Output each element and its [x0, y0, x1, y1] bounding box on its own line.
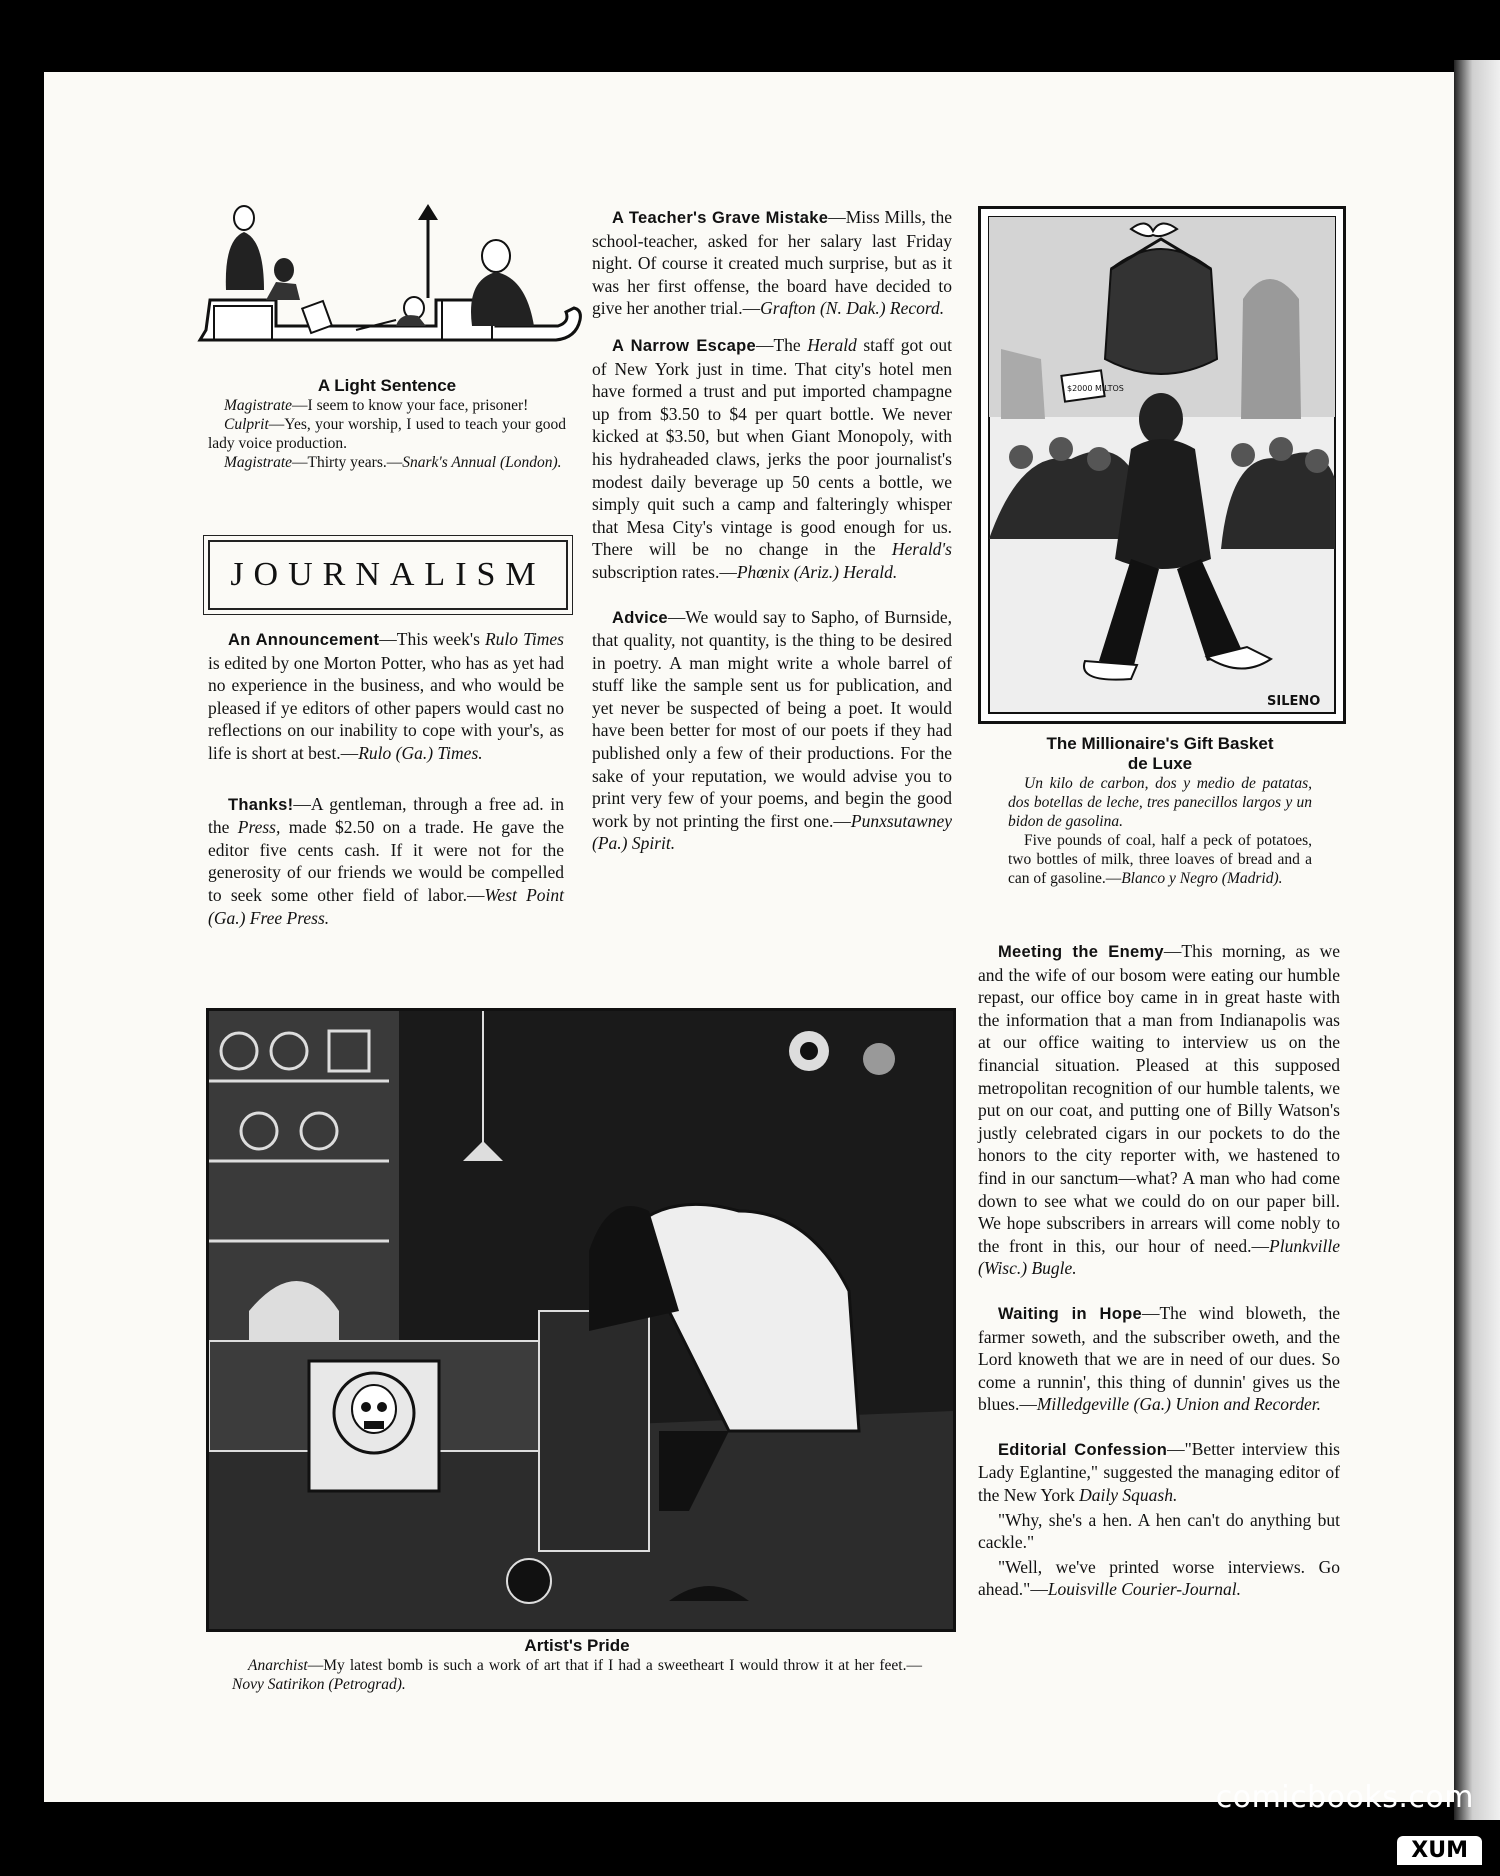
confession-line3: [978, 1556, 1340, 1601]
millionaire-cartoon: [978, 206, 1346, 724]
source-citation: Snark's Annual (London).: [402, 454, 562, 471]
article-heading: Meeting the Enemy: [998, 943, 1164, 961]
article-narrow-escape: [592, 334, 952, 584]
dialogue-line: —My latest bomb is such a work of art that if I had a sweetheart I would throw it at her feet.—: [307, 1657, 922, 1674]
article-heading: A Narrow Escape: [612, 336, 756, 355]
watermark-text: comicbooks.com: [1215, 1780, 1474, 1815]
source-citation: West Point (Ga.) Free Press.: [208, 884, 564, 928]
english-caption: Five pounds of coal, half a peck of potatoes, two bottles of milk, three loaves of bread and a can of gasoline.—: [1008, 832, 1312, 887]
article-text: —A gentleman, through a free ad. in the: [208, 793, 564, 838]
article-heading: Waiting in Hope: [998, 1304, 1142, 1323]
article-editorial-confession: [978, 1438, 1340, 1507]
article-waiting-hope: [978, 1302, 1340, 1416]
article-italic: Rulo Times: [484, 629, 564, 649]
article-heading: Advice: [612, 608, 668, 627]
artists-pride-cartoon: [206, 1008, 956, 1632]
article-heading: Editorial Confession: [998, 1440, 1168, 1459]
section-title-box: [208, 540, 568, 610]
article-italic: Daily Squash.: [1079, 1485, 1178, 1506]
article-meeting-enemy: [978, 940, 1340, 1280]
article-italic: Press,: [237, 817, 281, 838]
dialogue-line: —I seem to know your face, prisoner!: [292, 397, 529, 414]
article-text: staff got out of New York just in time. That city's hotel men have formed a trust and put imported champagne up from $3.50 to $4 per quart bottle. We never kicked at $3.50, but when Giant Monopoly, with his hydraheaded claws, jerks the poor journalist's modest daily beverage up 50 cents a bottle, we simply quit such a camp and falteringly whisper that Mesa City's vintage is good enough for us. There will be no change in the: [592, 334, 952, 560]
artists-pride-caption: [232, 1656, 922, 1694]
source-citation: Milledgeville (Ga.) Union and Recorder.: [1036, 1394, 1321, 1415]
confession-line2: "Why, she's a hen. A hen can't do anything but cackle.": [978, 1509, 1340, 1553]
article-teacher: [592, 206, 952, 320]
section-title: JOURNALISM: [230, 556, 546, 593]
artist-signature: SILENO: [1267, 694, 1321, 709]
millionaire-illustration: [981, 209, 1343, 721]
article-heading: A Teacher's Grave Mistake: [612, 209, 829, 227]
speaker-label: Magistrate: [224, 397, 293, 414]
article-text: —This morning, as we and the wife of our bosom were eating our humble repast, our office boy came in in great haste with the information that a man from Indianapolis was at our office waiting to interview us on the financial situation. Pleased at this supposed metropolitan recognition of our humble talents, we put on our coat, and putting one of Billy Watson's justly celebrated cigars in our pockets to do the honors to the city reporter with, we hastened to find in our sanctum—what? A man who had come down to see what we could do on our paper bill. We hope subscribers in arrears will come nobly to the front in this, our hour of need.—: [978, 941, 1340, 1256]
spanish-caption: Un kilo de carbon, dos y medio de patatas, dos botellas de leche, tres panecillos largos y un bidon de gasolina.: [1008, 775, 1312, 830]
source-citation: Rulo (Ga.) Times.: [358, 742, 483, 763]
dialogue-line: —Thirty years.—: [292, 454, 403, 471]
corner-badge: XUM: [1397, 1836, 1482, 1865]
article-announcement: [208, 628, 564, 765]
article-italic: Herald: [807, 334, 857, 355]
article-thanks: [208, 793, 564, 930]
source-citation: Punxsutawney (Pa.) Spirit.: [592, 810, 952, 854]
article-text: subscription rates.—: [592, 561, 737, 582]
artists-pride-illustration: [209, 1011, 953, 1629]
article-text: —We would say to Sapho, of Burnside, that quality, not quantity, is the thing to be desired in poetry. A man might write a whole barrel of stuff like the sample sent us for publication, and yet never be suspected of being a poet. It would have been better for most of our poets if they had published only a few of their productions. For the sake of your reputation, we would advise you to print very few of your poems, and begin the good work by not printing the first one.—: [592, 606, 952, 831]
article-text: —Miss Mills, the school-teacher, asked for her salary last Friday night. Of course it created much surprise, but as it was her first offense, the board have decided to give her another trial.—: [592, 207, 952, 319]
dialogue-line: —Yes, your worship, I used to teach your good lady voice production.: [208, 416, 566, 452]
source-citation: Plunkville (Wisc.) Bugle.: [978, 1235, 1340, 1279]
artists-pride-title: Artist's Pride: [524, 1636, 630, 1655]
source-citation: Phœnix (Ariz.) Herald.: [736, 561, 898, 582]
speaker-label: Culprit: [224, 416, 269, 433]
speaker-label: Magistrate: [224, 454, 293, 471]
book-spine: [1454, 60, 1500, 1820]
source-citation: Novy Satirikon (Petrograd).: [232, 1676, 406, 1693]
article-text: is edited by one Morton Potter, who has as yet had no experience in the business, and who would be pleased if ye editors of other papers would cast no reflections on our inability to cope with your's, as life is short at best.—: [208, 652, 564, 763]
source-citation: Blanco y Negro (Madrid).: [1121, 870, 1283, 887]
article-text: —"Better interview this Lady Eglantine," suggested the managing editor of the New York: [978, 1438, 1340, 1506]
light-sentence-illustration: [196, 200, 582, 370]
millionaire-title-line1: The Millionaire's Gift Basket: [1046, 734, 1274, 753]
light-sentence-title: A Light Sentence: [317, 376, 457, 395]
source-citation: Louisville Courier-Journal.: [1047, 1579, 1241, 1600]
millionaire-caption: [1008, 774, 1312, 888]
article-text: —The: [755, 334, 808, 355]
article-text: —The wind bloweth, the farmer soweth, and the subscriber oweth, and the Lord knoweth that we are in need of our dues. So come a runnin', this thing of dunnin' gives us the blues.—: [978, 1302, 1340, 1415]
speaker-label: Anarchist: [248, 1657, 308, 1674]
article-heading: Thanks!: [228, 795, 294, 814]
article-text: made $2.50 on a trade. He gave the editor five cents cash. If it were not for the generosity of our friends we would be compelled to seek some other field of labor.—: [208, 817, 564, 905]
article-text: —This week's: [379, 629, 485, 649]
sign-text: $2000 MILTOS: [1067, 384, 1124, 393]
article-text: "Well, we've printed worse interviews. Go ahead."—: [978, 1556, 1340, 1600]
article-heading: An Announcement: [228, 631, 380, 649]
source-citation: Grafton (N. Dak.) Record.: [760, 298, 945, 319]
article-italic: Herald's: [891, 539, 952, 560]
article-advice: [592, 606, 952, 856]
light-sentence-caption: [208, 396, 566, 472]
millionaire-title-line2: de Luxe: [1127, 754, 1193, 773]
